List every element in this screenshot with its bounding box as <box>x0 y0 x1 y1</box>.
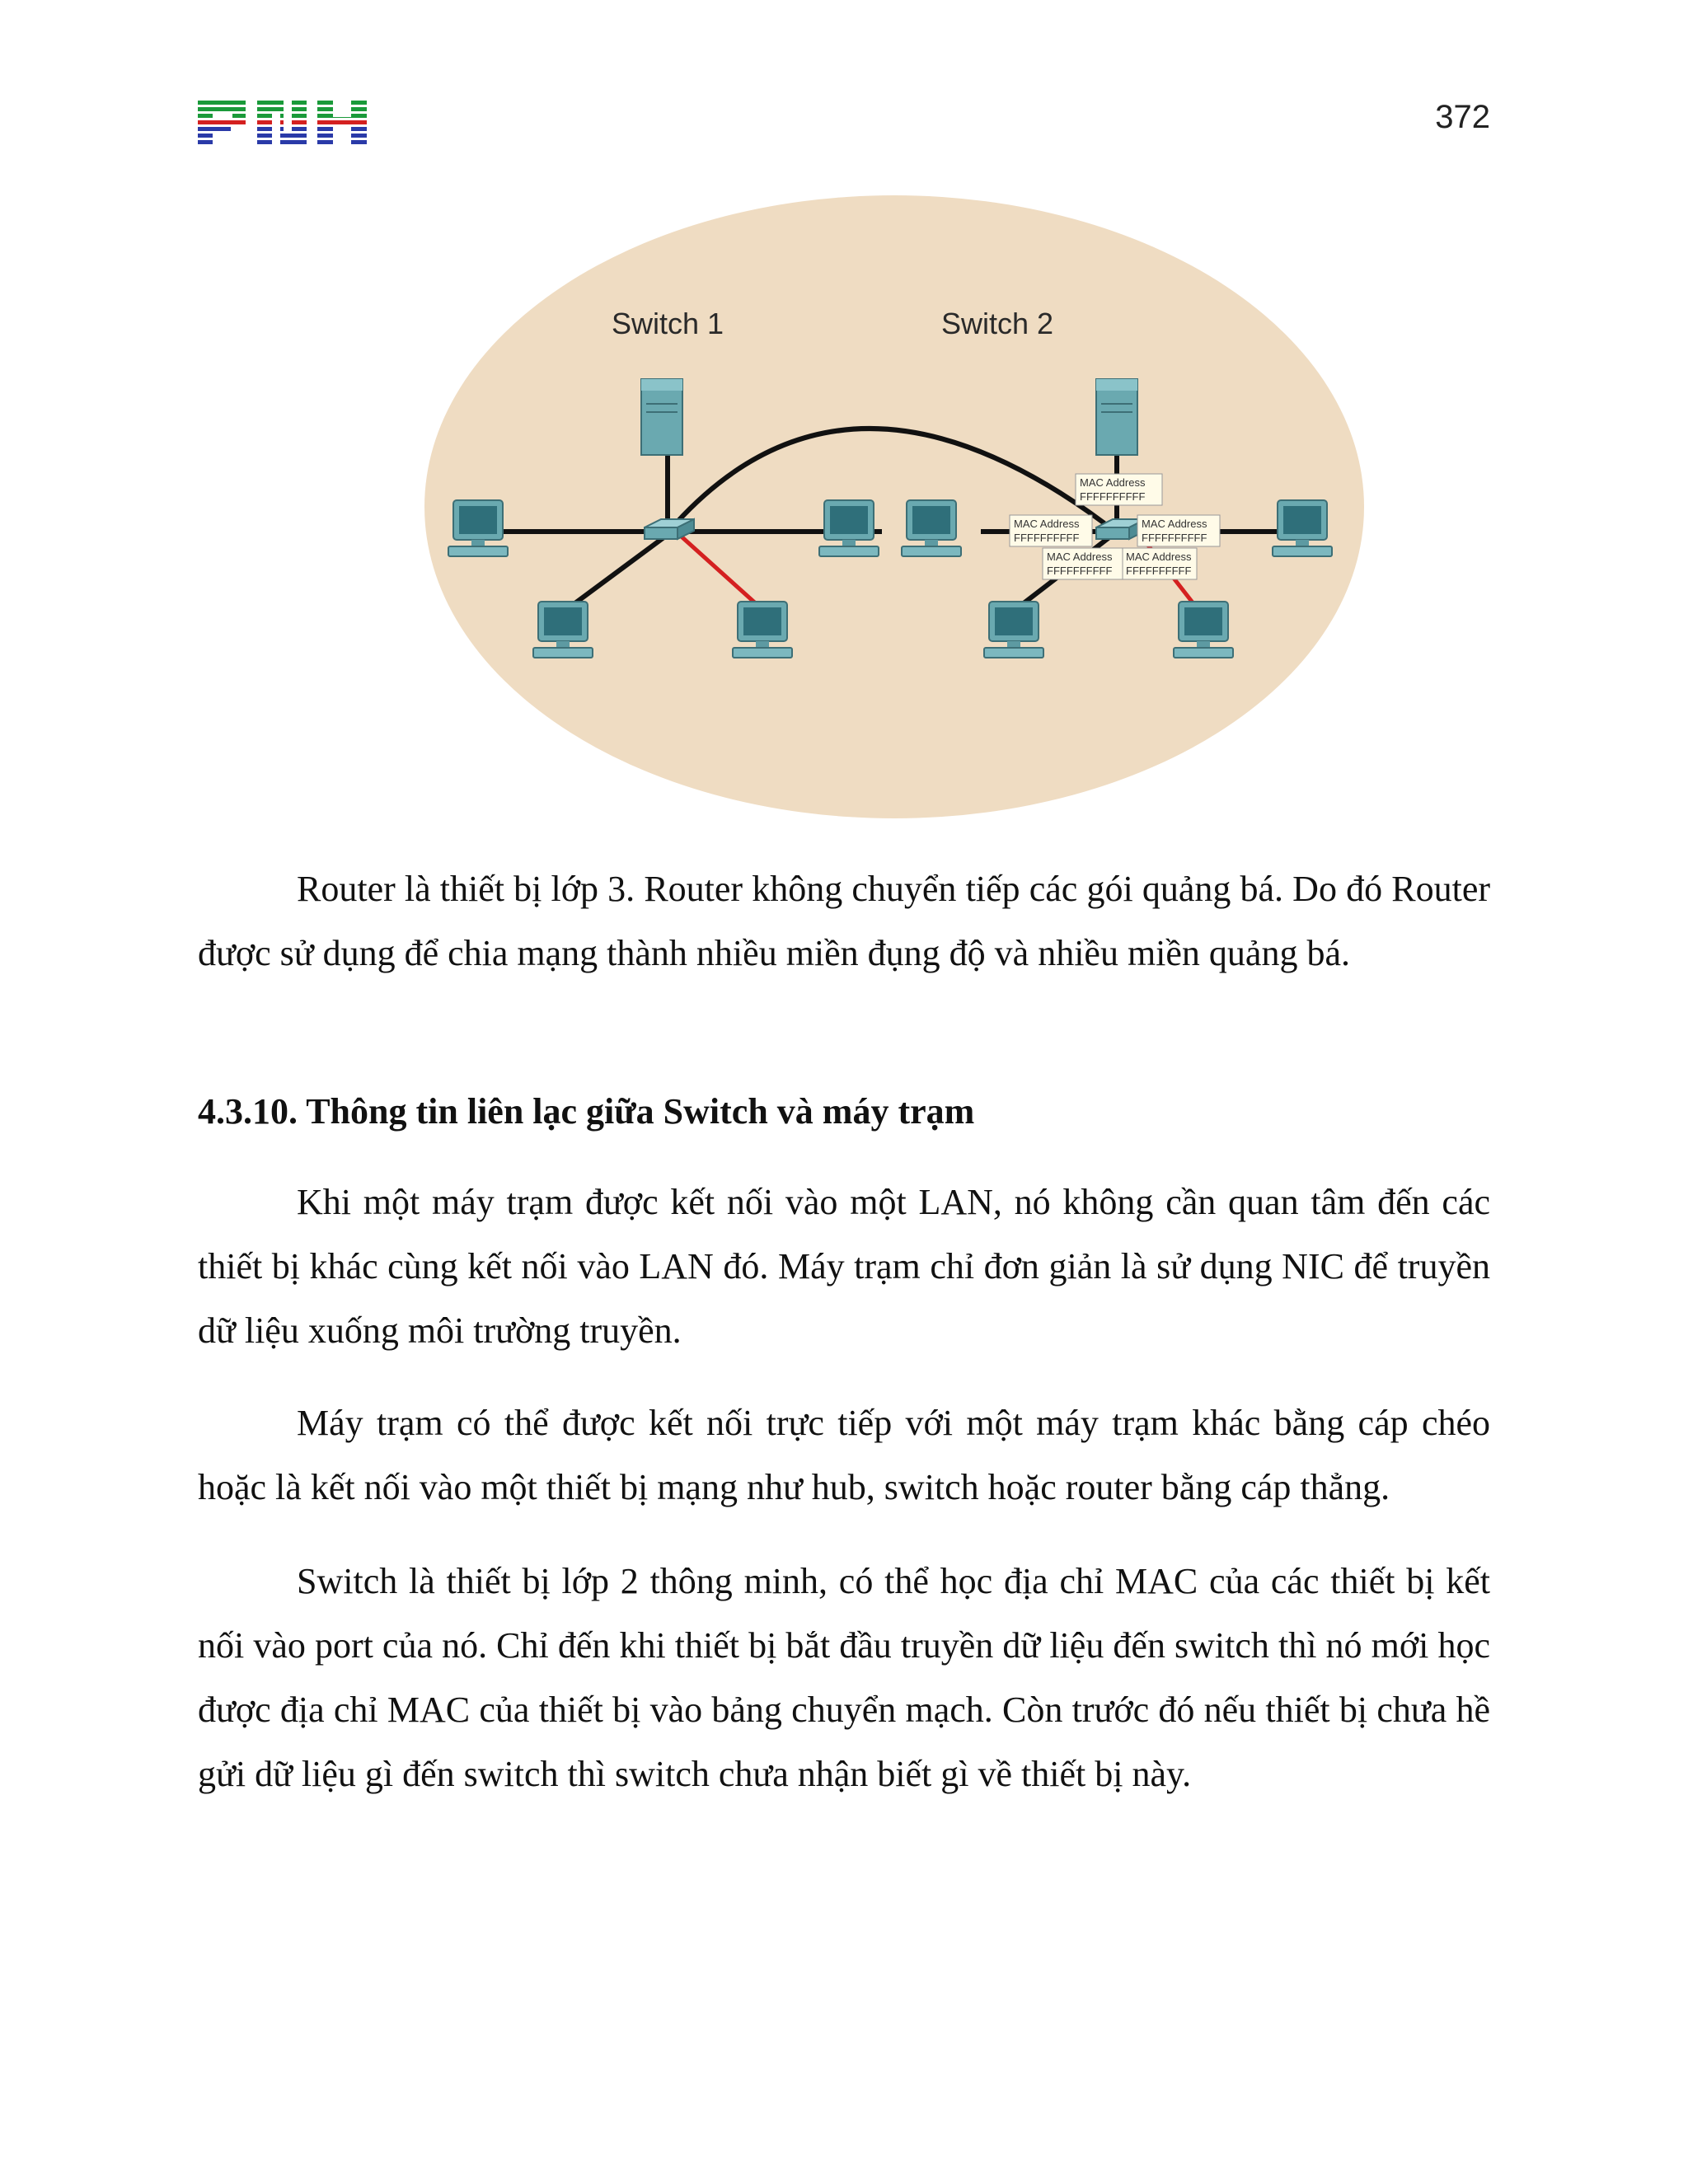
pc-middle-left <box>819 500 879 556</box>
switch2-label: Switch 2 <box>940 307 1054 340</box>
pc-bottom-left <box>533 602 593 658</box>
svg-text:MAC Address: MAC Address <box>1014 518 1080 530</box>
pnh-logo <box>198 99 367 150</box>
svg-text:MAC Address: MAC Address <box>1126 551 1192 563</box>
broadcast-domain-ellipse <box>424 195 1364 818</box>
svg-text:FFFFFFFFFF: FFFFFFFFFF <box>1080 490 1146 503</box>
paragraph-switch-learning <box>198 1549 1490 1807</box>
heading-text: 4.3.10. Thông tin liên lạc giữa Switch và máy trạm <box>198 1091 975 1132</box>
pc-left <box>448 500 508 556</box>
logo-letter-h <box>317 101 367 144</box>
page-number: 372 <box>1435 99 1490 135</box>
paragraph-router <box>198 857 1490 986</box>
switch1-server <box>641 379 682 455</box>
svg-text:FFFFFFFFFF: FFFFFFFFFF <box>1142 532 1207 544</box>
paragraph-text: Máy trạm có thể được kết nối trực tiếp với một máy trạm khác bằng cáp chéo hoặc là kết nối vào một thiết bị mạng như hub, switch hoặc router bằng cáp thẳng. <box>198 1403 1490 1507</box>
paragraph-text: Switch là thiết bị lớp 2 thông minh, có thể học địa chỉ MAC của các thiết bị kết nối vào port của nó. Chỉ đến khi thiết bị bắt đầu truyền dữ liệu đến switch thì nó mới học được địa chỉ MAC của thiết bị vào bảng chuyển mạch. Còn trước đó nếu thiết bị chưa hề gửi dữ liệu gì đến switch thì switch chưa nhận biết gì về thiết bị này. <box>198 1561 1490 1794</box>
paragraph-text: Khi một máy trạm được kết nối vào một LAN, nó không cần quan tâm đến các thiết bị khác cùng kết nối vào LAN đó. Máy trạm chỉ đơn giản là sử dụng NIC để truyền dữ liệu xuống môi trường truyền. <box>198 1182 1490 1351</box>
svg-text:MAC Address: MAC Address <box>1047 551 1113 563</box>
mac-tag-bottom-left <box>1043 548 1125 579</box>
logo-letter-n <box>257 101 307 144</box>
paragraph-cabling <box>198 1391 1490 1520</box>
svg-text:FFFFFFFFFF: FFFFFFFFFF <box>1047 565 1113 577</box>
mac-tag-left <box>1010 515 1092 546</box>
switch2-server <box>1096 379 1137 455</box>
paragraph-workstation <box>198 1170 1490 1363</box>
svg-text:MAC Address: MAC Address <box>1080 476 1146 489</box>
mac-tag-right <box>1137 515 1220 546</box>
svg-text:FFFFFFFFFF: FFFFFFFFFF <box>1014 532 1080 544</box>
pc-right <box>1273 500 1332 556</box>
network-diagram <box>420 194 1368 820</box>
section-heading <box>198 1080 1490 1144</box>
switch1-label: Switch 1 <box>611 307 724 340</box>
svg-text:FFFFFFFFFF: FFFFFFFFFF <box>1126 565 1192 577</box>
pc-switch2-bottom <box>984 602 1043 658</box>
pc-middle-right <box>902 500 961 556</box>
mac-tag-bottom-right <box>1123 548 1197 579</box>
svg-text:MAC Address: MAC Address <box>1142 518 1207 530</box>
paragraph-text: Router là thiết bị lớp 3. Router không chuyển tiếp các gói quảng bá. Do đó Router được sử dụng để chia mạng thành nhiều miền đụng độ và nhiều miền quảng bá. <box>198 869 1490 973</box>
logo-letter-p <box>198 101 246 144</box>
mac-tag-top <box>1076 474 1162 505</box>
pc-switch2-red <box>1174 602 1233 658</box>
pc-switch1-red <box>733 602 792 658</box>
